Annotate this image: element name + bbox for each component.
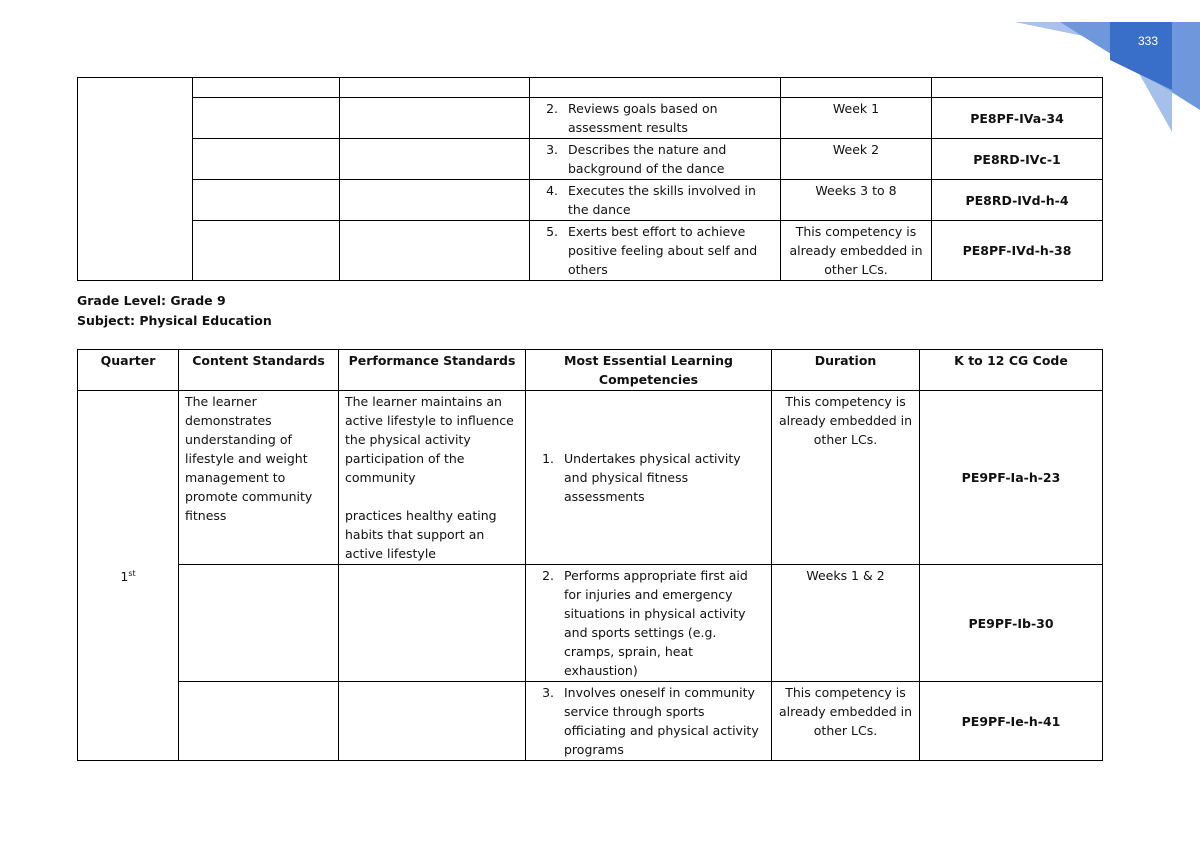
competency-text: Executes the skills involved in the dance xyxy=(568,183,756,217)
cg-code: PE8RD-IVc-1 xyxy=(932,139,1103,180)
cg-code: PE9PF-Ib-30 xyxy=(920,565,1103,682)
header-row xyxy=(78,350,1103,391)
header-content-standards: Content Standards xyxy=(179,350,339,391)
performance-standard: The learner maintains an active lifestyle to influence the physical activity participation of the community practices healthy eating habits that support an active lifestyle xyxy=(339,391,526,565)
duration-cell: Weeks 1 & 2 xyxy=(772,565,920,682)
subject: Subject: Physical Education xyxy=(77,313,272,328)
duration-cell: Week 2 xyxy=(781,139,932,180)
table-row xyxy=(78,78,1103,98)
cg-code: PE8PF-IVd-h-38 xyxy=(932,221,1103,281)
competency-text: Describes the nature and background of the dance xyxy=(568,142,727,176)
header-competencies: Most Essential Learning Competencies xyxy=(526,350,772,391)
competency-text: Exerts best effort to achieve positive feeling about self and others xyxy=(568,224,758,277)
page-number: 333 xyxy=(1137,34,1158,48)
cg-code: PE8RD-IVd-h-4 xyxy=(932,180,1103,221)
quarter-cell xyxy=(78,78,193,281)
competency-text: Involves oneself in community service through sports officiating and physical activity programs xyxy=(564,685,759,757)
duration-cell: Week 1 xyxy=(781,98,932,139)
competency-text: Performs appropriate first aid for injuries and emergency situations in physical activity and sports settings (e.g. cramps, sprain, heat exhaustion) xyxy=(564,568,748,678)
cg-code: PE8PF-IVa-34 xyxy=(932,98,1103,139)
table-row: 4. Executes the skills involved in the dance Weeks 3 to 8 PE8RD-IVd-h-4 xyxy=(78,180,1103,221)
quarter-cell: 1st xyxy=(78,391,179,761)
duration-cell: This competency is already embedded in other LCs. xyxy=(772,682,920,761)
table-row: 3. Involves oneself in community service through sports officiating and physical activity programs This competency is already embedded in other LCs. PE9PF-Ie-h-41 xyxy=(78,682,1103,761)
duration-cell: This competency is already embedded in other LCs. xyxy=(772,391,920,565)
header-cg-code: K to 12 CG Code xyxy=(920,350,1103,391)
table-row: 3. Describes the nature and background of the dance Week 2 PE8RD-IVc-1 xyxy=(78,139,1103,180)
table-row: 5. Exerts best effort to achieve positive feeling about self and others This competency is already embedded in other LCs. PE8PF-IVd-h-38 xyxy=(78,221,1103,281)
duration-cell: This competency is already embedded in other LCs. xyxy=(781,221,932,281)
table-row: 2. Performs appropriate first aid for injuries and emergency situations in physical activity and sports settings (e.g. cramps, sprain, heat exhaustion) Weeks 1 & 2 PE9PF-Ib-30 xyxy=(78,565,1103,682)
cg-code: PE9PF-Ie-h-41 xyxy=(920,682,1103,761)
table-row: 2. Reviews goals based on assessment results Week 1 PE8PF-IVa-34 xyxy=(78,98,1103,139)
duration-cell: Weeks 3 to 8 xyxy=(781,180,932,221)
header-duration: Duration xyxy=(772,350,920,391)
cg-code: PE9PF-Ia-h-23 xyxy=(920,391,1103,565)
table-row: 1st The learner demonstrates understanding of lifestyle and weight management to promote community fitness The learner maintains an active lifestyle to influence the physical activity participation of the community practices healthy eating habits that support an active lifestyle 1. Undertakes physical activity and physical fitness assessments This competency is already embedded in other LCs. PE9PF-Ia-h-23 xyxy=(78,391,1103,565)
grade-level: Grade Level: Grade 9 xyxy=(77,293,226,308)
competency-text: Reviews goals based on assessment results xyxy=(568,101,718,135)
grade8-continuation-table xyxy=(77,77,1103,281)
content-standard: The learner demonstrates understanding of lifestyle and weight management to promote community fitness xyxy=(179,391,339,565)
grade9-table xyxy=(77,349,1103,761)
header-quarter: Quarter xyxy=(78,350,179,391)
header-performance-standards: Performance Standards xyxy=(339,350,526,391)
competency-text: Undertakes physical activity and physical fitness assessments xyxy=(564,451,741,504)
